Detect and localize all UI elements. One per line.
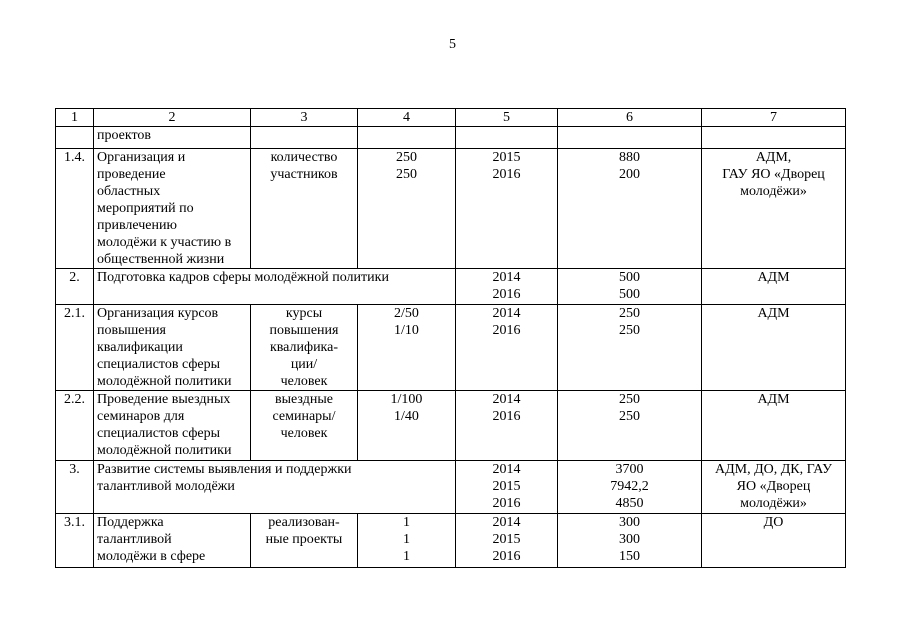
executor-cell: АДМ [702, 269, 846, 305]
text-line: 2016 [492, 549, 521, 564]
indicator-cell [251, 391, 358, 461]
activity-name-cell: проектов [94, 127, 251, 149]
text-line: 150 [619, 549, 640, 564]
table-row [56, 305, 846, 391]
page-number: 5 [449, 37, 456, 52]
text-line: квалифика- [269, 340, 339, 355]
activity-name-cell: Подготовка кадров сферы молодёжной политики [94, 269, 456, 305]
text-line: 2014 [492, 306, 521, 321]
value-cell [358, 391, 456, 461]
table-row [56, 269, 846, 305]
text-line: ЯО «Дворец [736, 479, 811, 494]
text-line: Организация курсов [97, 306, 219, 321]
text-line: молодёжи к участию в [97, 235, 232, 250]
header-cell-7: 7 [702, 109, 846, 127]
text-line: Поддержка [97, 515, 164, 530]
activity-name-cell [94, 149, 251, 269]
executor-cell [702, 127, 846, 149]
text-line: 2016 [492, 409, 521, 424]
amount-cell [558, 305, 702, 391]
text-line: 2016 [492, 496, 521, 511]
year-cell [456, 305, 558, 391]
activity-name-cell [94, 514, 251, 568]
row-number-cell: 3.1. [56, 514, 94, 568]
text-line: 200 [619, 167, 640, 182]
text-line: ные проекты [265, 532, 343, 547]
table-row [56, 514, 846, 568]
amount-cell [558, 461, 702, 514]
year-cell [456, 127, 558, 149]
text-line: 2014 [492, 392, 521, 407]
indicator-cell [251, 305, 358, 391]
text-line: молодёжной политики [97, 374, 232, 389]
text-line: молодёжи» [740, 184, 807, 199]
text-line: повышения [97, 323, 166, 338]
activity-name-cell [94, 305, 251, 391]
text-line: 2016 [492, 167, 521, 182]
amount-cell [558, 127, 702, 149]
header-cell-5: 5 [456, 109, 558, 127]
text-line: 2015 [492, 150, 521, 165]
text-line: участников [270, 167, 338, 182]
text-line: АДМ, [755, 150, 792, 165]
text-line: 2016 [492, 323, 521, 338]
text-line: талантливой [97, 532, 172, 547]
text-line: 1/100 [390, 392, 423, 407]
text-line: 500 [619, 270, 640, 285]
table-row [56, 461, 846, 514]
text-line: талантливой молодёжи [97, 479, 235, 494]
text-line: семинаров для [97, 409, 185, 424]
text-line: проведение [97, 167, 166, 182]
year-cell [456, 269, 558, 305]
text-line: областных [97, 184, 161, 199]
amount-cell [558, 269, 702, 305]
year-cell [456, 149, 558, 269]
table-row [56, 391, 846, 461]
text-line: 2014 [492, 515, 521, 530]
text-line: 250 [619, 323, 640, 338]
text-line: 1/10 [394, 323, 419, 338]
text-line: 250 [396, 167, 417, 182]
row-number-cell: 3. [56, 461, 94, 514]
header-cell-4: 4 [358, 109, 456, 127]
text-line: 250 [619, 392, 640, 407]
table-row [56, 127, 846, 149]
text-line: 2015 [492, 479, 521, 494]
indicator-cell [251, 514, 358, 568]
text-line: ции/ [290, 357, 318, 372]
text-line: 7942,2 [610, 479, 649, 494]
executor-cell [702, 149, 846, 269]
program-table [55, 108, 846, 568]
year-cell [456, 461, 558, 514]
text-line: количество [270, 150, 338, 165]
text-line: 300 [619, 532, 640, 547]
header-cell-1: 1 [56, 109, 94, 127]
text-line: семинары/ [272, 409, 336, 424]
text-line: мероприятий по [97, 201, 194, 216]
executor-cell: ДО [702, 514, 846, 568]
row-number-cell: 2. [56, 269, 94, 305]
indicator-cell [251, 149, 358, 269]
text-line: человек [280, 374, 328, 389]
amount-cell [558, 149, 702, 269]
executor-cell: АДМ [702, 391, 846, 461]
value-cell [358, 514, 456, 568]
text-line: квалификации [97, 340, 183, 355]
text-line: 2014 [492, 270, 521, 285]
text-line: 1 [403, 515, 410, 530]
text-line: 1 [403, 549, 410, 564]
indicator-cell [251, 127, 358, 149]
text-line: молодёжи в сфере [97, 549, 206, 564]
text-line: 2016 [492, 287, 521, 302]
text-line: 1 [403, 532, 410, 547]
text-line: 880 [619, 150, 640, 165]
header-cell-2: 2 [94, 109, 251, 127]
text-line: Организация и [97, 150, 186, 165]
text-line: 300 [619, 515, 640, 530]
text-line: 1/40 [394, 409, 419, 424]
text-line: 4850 [615, 496, 644, 511]
value-cell [358, 149, 456, 269]
text-line: молодёжи» [740, 496, 807, 511]
amount-cell [558, 514, 702, 568]
year-cell [456, 391, 558, 461]
text-line: курсы [285, 306, 323, 321]
table-row [56, 149, 846, 269]
text-line: повышения [269, 323, 339, 338]
text-line: 3700 [615, 462, 644, 477]
row-number-cell: 2.1. [56, 305, 94, 391]
activity-name-cell [94, 391, 251, 461]
text-line: 250 [619, 306, 640, 321]
activity-name-cell [94, 461, 456, 514]
year-cell [456, 514, 558, 568]
text-line: 250 [619, 409, 640, 424]
text-line: Развитие системы выявления и поддержки [97, 462, 352, 477]
value-cell [358, 127, 456, 149]
text-line: выездные [275, 392, 333, 407]
text-line: АДМ, ДО, ДК, ГАУ [714, 462, 833, 477]
text-line: 2015 [492, 532, 521, 547]
text-line: 500 [619, 287, 640, 302]
header-cell-6: 6 [558, 109, 702, 127]
text-line: человек [280, 426, 328, 441]
header-cell-3: 3 [251, 109, 358, 127]
executor-cell: АДМ [702, 305, 846, 391]
row-number-cell: 1.4. [56, 149, 94, 269]
text-line: 250 [396, 150, 417, 165]
text-line: ГАУ ЯО «Дворец [722, 167, 825, 182]
value-cell [358, 305, 456, 391]
row-number-cell: 2.2. [56, 391, 94, 461]
text-line: 2014 [492, 462, 521, 477]
amount-cell [558, 391, 702, 461]
executor-cell [702, 461, 846, 514]
text-line: общественной жизни [97, 252, 225, 267]
text-line: Проведение выездных [97, 392, 231, 407]
header-row [56, 109, 846, 127]
text-line: 2/50 [394, 306, 419, 321]
text-line: специалистов сферы [97, 426, 221, 441]
text-line: специалистов сферы [97, 357, 221, 372]
text-line: реализован- [268, 515, 340, 530]
text-line: молодёжной политики [97, 443, 232, 458]
text-line: привлечению [97, 218, 177, 233]
row-number-cell [56, 127, 94, 149]
